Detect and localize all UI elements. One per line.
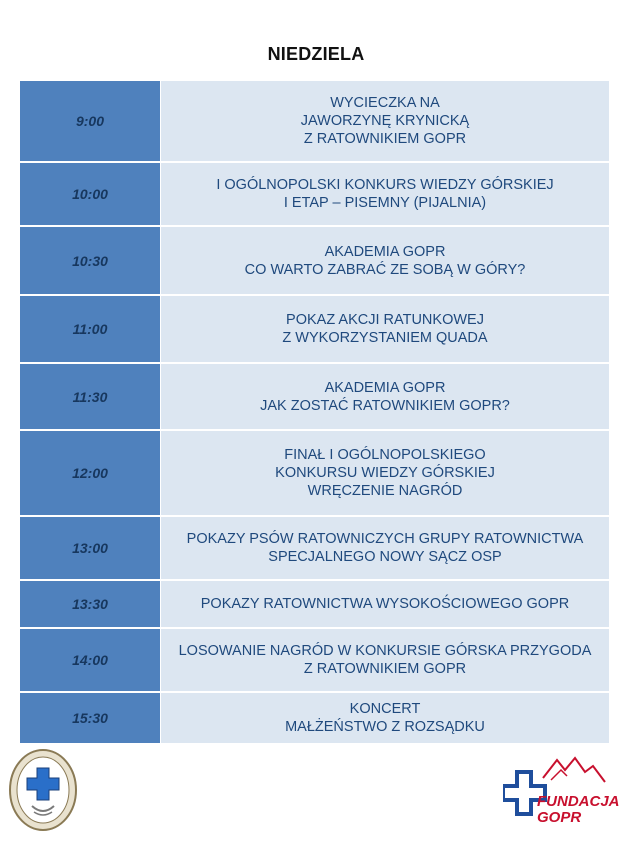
- time-cell: 10:00: [20, 163, 161, 225]
- event-line: POKAZY RATOWNICTWA WYSOKOŚCIOWEGO GOPR: [200, 596, 570, 612]
- schedule-row: [20, 364, 609, 431]
- schedule-row: [20, 581, 609, 629]
- event-line: I ETAP – PISEMNY (PIJALNIA): [283, 195, 487, 211]
- event-line: WRĘCZENIE NAGRÓD: [307, 483, 463, 499]
- event-cell: [161, 581, 609, 627]
- schedule-row: [20, 163, 609, 227]
- time-cell: 11:00: [20, 296, 161, 362]
- event-line: Z WYKORZYSTANIEM QUADA: [282, 330, 488, 346]
- time-cell: 14:00: [20, 629, 161, 691]
- time-cell: 13:30: [20, 581, 161, 627]
- gopr-emblem-icon: [8, 748, 78, 832]
- event-line: POKAZY PSÓW RATOWNICZYCH GRUPY RATOWNICTWA: [186, 531, 584, 547]
- event-line: AKADEMIA GOPR: [324, 243, 446, 260]
- schedule-row: [20, 81, 609, 163]
- event-line: MAŁŻEŃSTWO Z ROZSĄDKU: [285, 719, 485, 735]
- schedule-row: [20, 517, 609, 581]
- schedule-row: [20, 431, 609, 517]
- event-cell: [161, 163, 609, 225]
- time-cell: 15:30: [20, 693, 161, 743]
- event-cell: [161, 431, 609, 515]
- event-line: KONCERT: [349, 701, 421, 717]
- event-line: SPECJALNEGO NOWY SĄCZ OSP: [268, 549, 502, 565]
- schedule-row: [20, 629, 609, 693]
- event-line: CO WARTO ZABRAĆ ZE SOBĄ W GÓRY?: [244, 261, 526, 278]
- time-cell: 11:30: [20, 364, 161, 429]
- event-line: POKAZ AKCJI RATUNKOWEJ: [286, 312, 484, 328]
- event-cell: [161, 81, 609, 161]
- time-cell: 9:00: [20, 81, 161, 161]
- event-cell: [161, 517, 609, 579]
- schedule-row: [20, 296, 609, 364]
- event-cell: [161, 629, 609, 691]
- gopr-label: GOPR: [537, 809, 582, 826]
- event-line: FINAŁ I OGÓLNOPOLSKIEGO: [284, 447, 486, 463]
- event-line: AKADEMIA GOPR: [324, 379, 446, 396]
- time-cell: 12:00: [20, 431, 161, 515]
- event-line: JAWORZYNĘ KRYNICKĄ: [300, 113, 470, 129]
- schedule-table: [20, 81, 609, 745]
- event-cell: [161, 364, 609, 429]
- event-line: LOSOWANIE NAGRÓD W KONKURSIE GÓRSKA PRZYGODA: [178, 643, 592, 659]
- schedule-row: [20, 227, 609, 296]
- event-line: Z RATOWNIKIEM GOPR: [303, 661, 467, 677]
- event-line: WYCIECZKA NA: [330, 95, 440, 111]
- fundacja-label: FUNDACJA: [537, 793, 620, 810]
- time-cell: 10:30: [20, 227, 161, 294]
- event-cell: [161, 227, 609, 294]
- schedule-row: [20, 693, 609, 745]
- event-line: Z RATOWNIKIEM GOPR: [303, 131, 467, 147]
- event-cell: [161, 693, 609, 743]
- event-line: JAK ZOSTAĆ RATOWNIKIEM GOPR?: [260, 397, 510, 414]
- event-line: KONKURSU WIEDZY GÓRSKIEJ: [275, 465, 495, 481]
- time-cell: 13:00: [20, 517, 161, 579]
- page-title: NIEDZIELA: [267, 44, 365, 64]
- event-line: I OGÓLNOPOLSKI KONKURS WIEDZY GÓRSKIEJ: [216, 177, 554, 193]
- event-cell: [161, 296, 609, 362]
